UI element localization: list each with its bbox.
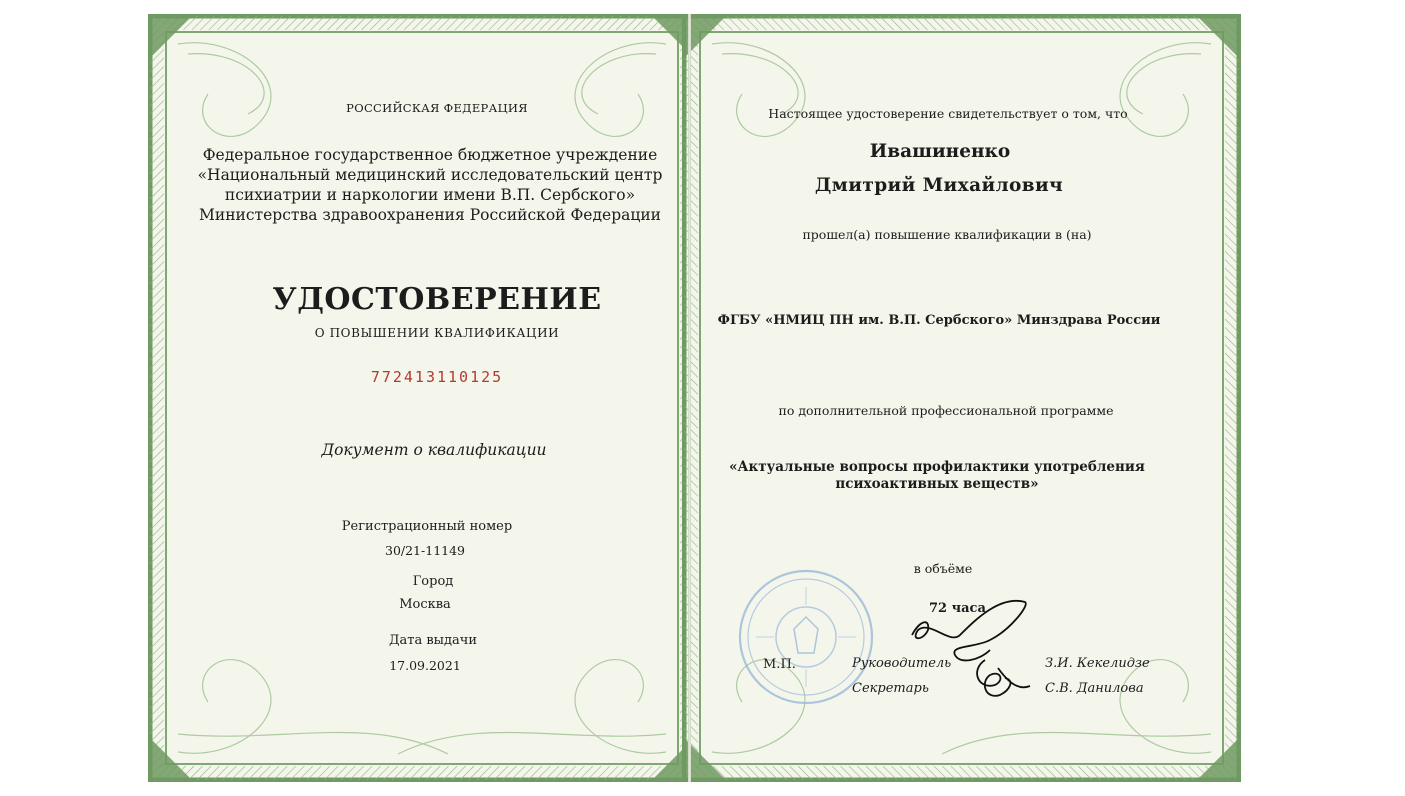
document-kind: Документ о квалификации [321,441,547,459]
program-name-line: психоактивных веществ» [835,476,1039,492]
issue-date-label: Дата выдачи [388,633,478,648]
secretary-name: С.В. Данилова [1045,681,1144,696]
volume-label: в объёме [913,561,973,576]
registration-number: 30/21-11149 [384,543,466,558]
passed-text: прошел(а) повышение квалификации в (на) [802,227,1092,242]
certificate-left-page [148,14,696,782]
head-name: З.И. Кекелидзе [1045,656,1150,671]
holder-given-names: Дмитрий Михайлович [814,175,1064,196]
organization-line: Федеральное государственное бюджетное учреждение [202,146,658,164]
head-signature [912,601,1026,661]
organization-line: психиатрии и наркологии имени В.П. Сербского» [224,186,636,204]
secretary-signature [977,660,1030,696]
document-subtitle: О ПОВЫШЕНИИ КВАЛИФИКАЦИИ [314,326,560,340]
organization-name [198,145,663,225]
document-number: 772413110125 [370,368,504,386]
registration-label: Регистрационный номер [341,519,513,534]
organization-line: «Национальный медицинский исследовательский центр [197,166,663,184]
country-title: РОССИЙСКАЯ ФЕДЕРАЦИЯ [346,101,528,115]
holder-surname: Ивашиненко [869,141,1011,162]
organization-line: Министерства здравоохранения Российской Федерации [199,206,661,224]
secretary-role: Секретарь [852,681,929,696]
institution-name: ФГБУ «НМИЦ ПН им. В.П. Сербского» Минздрава России [717,313,1161,328]
intro-text: Настоящее удостоверение свидетельствует о том, что [768,106,1128,121]
signatures [890,590,1040,730]
city-label: Город [412,574,454,589]
program-name-line: «Актуальные вопросы профилактики употребления [729,459,1145,475]
document-title: УДОСТОВЕРЕНИЕ [272,282,602,317]
seal-label: М.П. [763,657,796,672]
city-value: Москва [399,597,451,612]
page-fold [688,14,691,782]
program-label: по дополнительной профессиональной программе [778,403,1114,418]
head-role: Руководитель [852,656,952,671]
program-name [729,459,1145,493]
eagle-emblem-icon [794,617,818,653]
volume-value: 72 часа [929,601,986,616]
issue-date-value: 17.09.2021 [389,658,461,673]
